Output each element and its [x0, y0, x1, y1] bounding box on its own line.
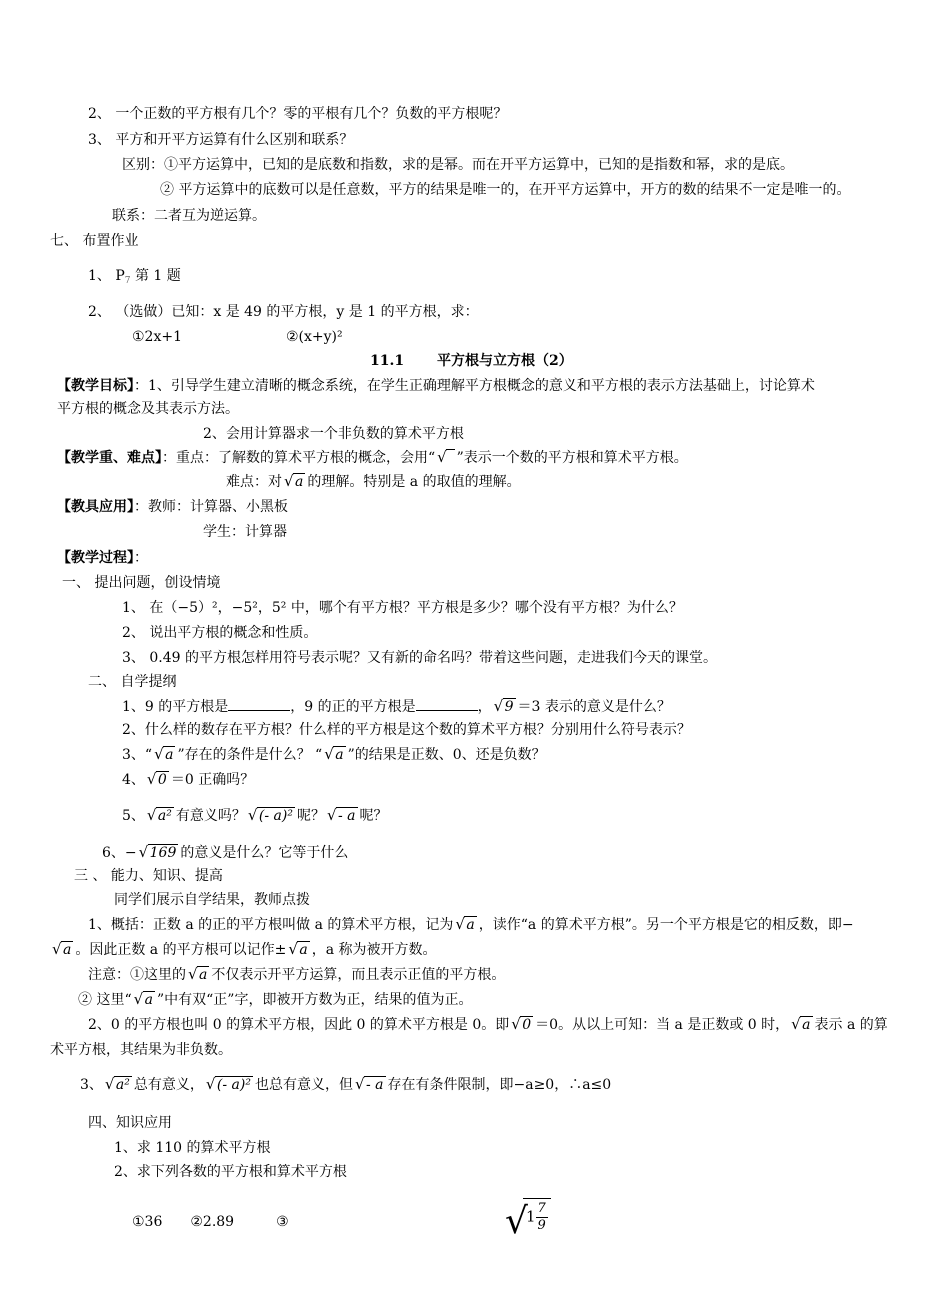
sqrt-neg-a: √ - a [327, 806, 358, 826]
lesson-title-text: 平方根与立方根（2） [436, 353, 573, 369]
s2-4-text-b: ＝0 正确吗？ [170, 772, 255, 788]
teaching-goal-2: 2、会用计算器求一个非负数的算术平方根 [203, 426, 464, 442]
teaching-goal-line-2: 平方根的概念及其表示方法。 [57, 401, 239, 417]
sqrt-neg-a-squared: √ (- a)² [248, 806, 295, 826]
key-points-text-b: ”表示一个数的平方根和算术平方根。 [456, 450, 688, 466]
s2-6-text-a: 6、− [102, 845, 137, 861]
s3-3-text-b: 总有意义， [133, 1077, 204, 1093]
difference-1: 区别：①平方运算中，已知的是底数和指数，求的是幂。而在开平方运算中，已知的是指数和幂，求的是底。 [122, 157, 794, 173]
section-2-item-6 [102, 843, 348, 863]
sqrt-a: √ a [284, 472, 305, 492]
sqrt-a-squared: √ a² [105, 1075, 132, 1095]
answer-blank-1 [228, 696, 290, 711]
tools-student: 学生：计算器 [203, 524, 287, 540]
s3-2-text-a: 2、0 的平方根也叫 0 的算术平方根，因此 0 的算术平方根是 0。即 [88, 1017, 510, 1033]
s2-1-text-b: ，9 的正的平方根是 [290, 699, 416, 715]
note-2-text-b: ”中有双“正”字，即被开方数为正，结果的值为正。 [156, 992, 473, 1008]
radical-symbol [437, 448, 454, 468]
section-3-item-1-line-1 [88, 915, 854, 935]
section-2-item-3 [122, 745, 546, 765]
answer-blank-2 [416, 696, 478, 711]
sqrt-a: √ a [791, 1015, 812, 1035]
process-label: 【教学过程】 [57, 550, 134, 566]
section-3-intro: 同学们展示自学结果，教师点拨 [114, 892, 310, 908]
homework-1 [88, 266, 181, 291]
process-colon: ： [134, 550, 148, 566]
section-2-heading: 二、 自学提纲 [88, 674, 177, 690]
section-4-options: ①36 ②2.89 ③ [132, 1214, 289, 1230]
s3-1-text-c: 。因此正数 a 的平方根可以记作± [75, 942, 287, 958]
teaching-goal-label: 【教学目标】 [57, 378, 134, 394]
s2-5-text-a: 5、 [122, 808, 145, 824]
sqrt-a-squared: √ a² [147, 806, 174, 826]
tools-label: 【教具应用】 [57, 499, 134, 515]
lesson-number: 11.1 [370, 353, 405, 369]
sqrt-a: √ a [324, 745, 345, 765]
section-4-heading: 四、知识应用 [88, 1115, 172, 1131]
s3-3-text-a: 3、 [80, 1077, 103, 1093]
section-3-item-2-line-1 [88, 1015, 888, 1035]
s2-5-text-c: 呢？ [296, 808, 325, 824]
difficulty-text-a: 难点：对 [226, 474, 282, 490]
key-points [57, 448, 688, 468]
sqrt-neg-a-squared: √ (- a)² [206, 1075, 253, 1095]
s2-1-text-c: ， [477, 699, 492, 715]
s3-2-text-c: 表示 a 的算 [814, 1017, 888, 1033]
s2-6-text-b: 的意义是什么？它等于什么 [180, 845, 349, 861]
sqrt-a: √ a [455, 915, 476, 935]
question-2: 2、 一个正数的平方根有几个？零的平根有几个？负数的平方根呢？ [88, 106, 508, 122]
section-3-item-3 [80, 1075, 611, 1095]
section-2-item-4 [122, 770, 254, 790]
fraction [536, 1201, 548, 1234]
sqrt-neg-a: √ - a [355, 1075, 386, 1095]
fraction-numerator: 7 [537, 1201, 546, 1216]
homework-2-option-1: ①2x+1 [132, 329, 182, 345]
key-points-text-a: ：重点：了解数的算术平方根的概念，会用“ [162, 450, 436, 466]
s2-4-text-a: 4、 [122, 772, 145, 788]
note-1-text-a: 注意：①这里的 [88, 967, 186, 983]
s2-5-text-d: 呢？ [359, 808, 388, 824]
sqrt-169: √ 169 [139, 843, 179, 863]
fraction-denominator: 9 [537, 1218, 546, 1233]
sqrt-a: √ a [188, 965, 209, 985]
homework-1-rest: 第 1 题 [134, 268, 181, 284]
section-7-heading: 七、 布置作业 [50, 233, 139, 249]
mixed-whole: 1 [526, 1207, 536, 1226]
s3-3-text-d: 存在有条件限制，即−a≥0，∴a≤0 [387, 1077, 612, 1093]
section-2-item-1 [122, 696, 671, 717]
s3-2-text-b: ＝0。从以上可知：当 a 是正数或 0 时， [535, 1017, 790, 1033]
section-2-item-5 [122, 806, 388, 826]
section-3-item-1-line-2 [50, 940, 437, 960]
s2-1-text-d: ＝3 表示的意义是什么？ [517, 699, 671, 715]
sqrt-a: √ a [288, 940, 309, 960]
note-2-text-a: ② 这里“ [78, 992, 132, 1008]
homework-1-subscript: 7 [124, 276, 131, 286]
homework-1-text: 1、 P [88, 268, 125, 284]
section-1-item-3: 3、 0.49 的平方根怎样用符号表示呢？又有新的命名吗？带着这些问题，走进我们今天的课堂。 [122, 650, 717, 666]
key-points-label: 【教学重、难点】 [57, 450, 162, 466]
homework-2: 2、 （选做）已知：x 是 49 的平方根，y 是 1 的平方根，求： [88, 304, 479, 320]
s2-3-text-a: 3、“ [122, 747, 153, 763]
note-1 [88, 965, 505, 985]
s3-1-text-a: 1、概括：正数 a 的正的平方根叫做 a 的算术平方根，记为 [88, 917, 454, 933]
section-3-item-2-line-2: 术平方根，其结果为非负数。 [50, 1042, 232, 1058]
sqrt-0: √ 0 [511, 1015, 533, 1035]
section-1-item-1: 1、 在（−5）²，−5²，5² 中，哪个有平方根？平方根是多少？哪个没有平方根？为什么？ [122, 600, 683, 616]
section-1-item-2: 2、 说出平方根的概念和性质。 [122, 625, 318, 641]
s2-1-text-a: 1、9 的平方根是 [122, 699, 229, 715]
difficulty [226, 472, 521, 492]
section-1-heading: 一、 提出问题，创设情境 [62, 575, 221, 591]
s3-1-text-b: ，读作“a 的算术平方根”。另一个平方根是它的相反数，即− [478, 917, 854, 933]
lesson-title [370, 351, 573, 371]
sqrt-a: √ a [134, 990, 155, 1010]
section-4-item-2: 2、求下列各数的平方根和算术平方根 [114, 1164, 347, 1180]
difficulty-text-b: 的理解。特别是 a 的取值的理解。 [307, 474, 521, 490]
sqrt-0: √ 0 [147, 770, 169, 790]
sqrt-a: √ a [154, 745, 175, 765]
s2-3-text-c: ”的结果是正数、0、还是负数？ [347, 747, 546, 763]
teaching-goal-text: ：1、引导学生建立清晰的概念系统，在学生正确理解平方根概念的意义和平方根的表示方法基础上，讨论算术 [134, 378, 815, 394]
section-4-item-1: 1、求 110 的算术平方根 [114, 1140, 271, 1156]
note-1-text-b: 不仅表示开平方运算，而且表示正值的平方根。 [211, 967, 506, 983]
section-3-heading: 三 、 能力、知识、提高 [74, 868, 223, 884]
section-2-item-2: 2、什么样的数存在平方根？什么样的平方根是这个数的算术平方根？分别用什么符号表示？ [122, 722, 691, 738]
s2-5-text-b: 有意义吗？ [175, 808, 246, 824]
sqrt-a: √ a [52, 940, 73, 960]
sqrt-9: √ 9 [494, 697, 516, 717]
tools-teacher: ：教师：计算器、小黑板 [134, 499, 288, 515]
relation: 联系：二者互为逆运算。 [112, 208, 266, 224]
s2-3-text-b: ”存在的条件是什么？ “ [177, 747, 323, 763]
difference-2: ② 平方运算中的底数可以是任意数，平方的结果是唯一的，在开平方运算中，开方的数的结果不一定是唯一的。 [160, 182, 851, 198]
note-2 [78, 990, 472, 1010]
process-heading [57, 548, 148, 568]
homework-2-option-2: ②(x+y)² [286, 329, 343, 345]
s3-3-text-c: 也总有意义，但 [254, 1077, 353, 1093]
teaching-goal-line-1 [57, 376, 815, 396]
tools [57, 497, 288, 517]
question-3: 3、 平方和开平方运算有什么区别和联系？ [88, 132, 354, 148]
s3-1-text-d: ，a 称为被开方数。 [311, 942, 437, 958]
